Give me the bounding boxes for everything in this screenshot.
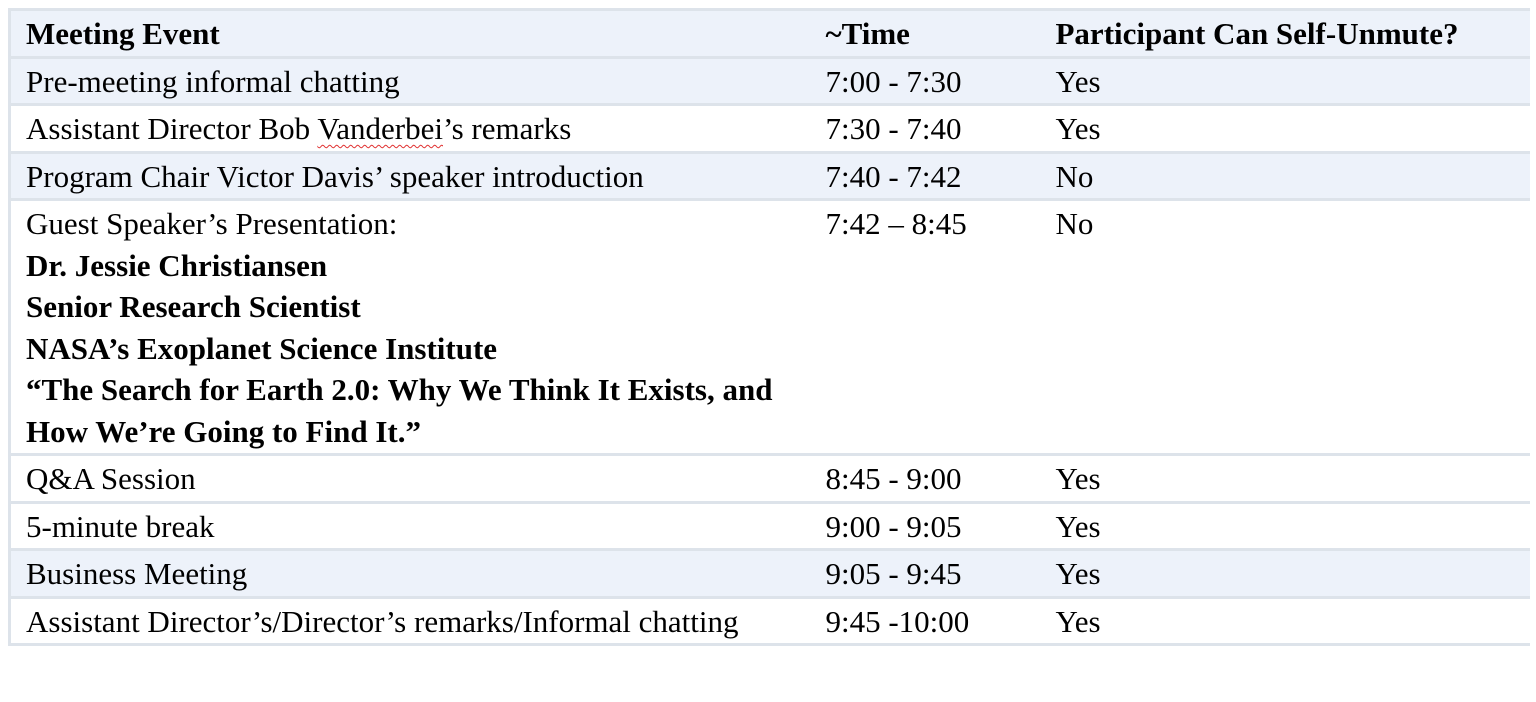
header-meeting-event: Meeting Event [10, 10, 811, 58]
unmute-cell: No [1041, 200, 1530, 455]
header-time: ~Time [811, 10, 1041, 58]
table-row [10, 105, 1530, 153]
event-cell: 5-minute break [10, 502, 811, 550]
time-cell: 9:00 - 9:05 [811, 502, 1041, 550]
talk-title: “The Search for Earth 2.0: Why We Think It Exists, and How We’re Going to Find It.” [26, 372, 773, 449]
table-row [10, 597, 1530, 645]
unmute-cell: Yes [1041, 455, 1530, 503]
time-cell: 7:42 – 8:45 [811, 200, 1041, 455]
unmute-cell: Yes [1041, 502, 1530, 550]
event-cell: Assistant Director’s/Director’s remarks/Informal chatting [10, 597, 811, 645]
table-row [10, 502, 1530, 550]
event-text-before: Assistant Director Bob [26, 111, 318, 146]
unmute-cell: Yes [1041, 105, 1530, 153]
table-header-row [10, 10, 1530, 58]
speaker-name: Dr. Jessie Christiansen [26, 247, 328, 283]
event-cell: Q&A Session [10, 455, 811, 503]
table-row [10, 152, 1530, 200]
meeting-schedule-table [8, 8, 1530, 646]
time-cell: 7:30 - 7:40 [811, 105, 1041, 153]
time-cell: 7:00 - 7:30 [811, 57, 1041, 105]
table-row [10, 200, 1530, 455]
time-cell: 9:05 - 9:45 [811, 550, 1041, 598]
table-row [10, 550, 1530, 598]
header-self-unmute: Participant Can Self-Unmute? [1041, 10, 1530, 58]
event-cell: Program Chair Victor Davis’ speaker introduction [10, 152, 811, 200]
speaker-organization: NASA’s Exoplanet Science Institute [26, 330, 498, 366]
event-cell [10, 105, 811, 153]
time-cell: 7:40 - 7:42 [811, 152, 1041, 200]
table-row [10, 57, 1530, 105]
table-row [10, 455, 1530, 503]
unmute-cell: Yes [1041, 57, 1530, 105]
presentation-intro: Guest Speaker’s Presentation: [26, 206, 398, 241]
event-cell: Pre-meeting informal chatting [10, 57, 811, 105]
time-cell: 9:45 -10:00 [811, 597, 1041, 645]
event-text-after: ’s remarks [443, 111, 572, 146]
speaker-title: Senior Research Scientist [26, 289, 361, 324]
event-cell [10, 200, 811, 455]
unmute-cell: Yes [1041, 550, 1530, 598]
unmute-cell: No [1041, 152, 1530, 200]
event-cell: Business Meeting [10, 550, 811, 598]
unmute-cell: Yes [1041, 597, 1530, 645]
time-cell: 8:45 - 9:00 [811, 455, 1041, 503]
spellcheck-flagged-word[interactable]: Vanderbei [317, 111, 443, 146]
